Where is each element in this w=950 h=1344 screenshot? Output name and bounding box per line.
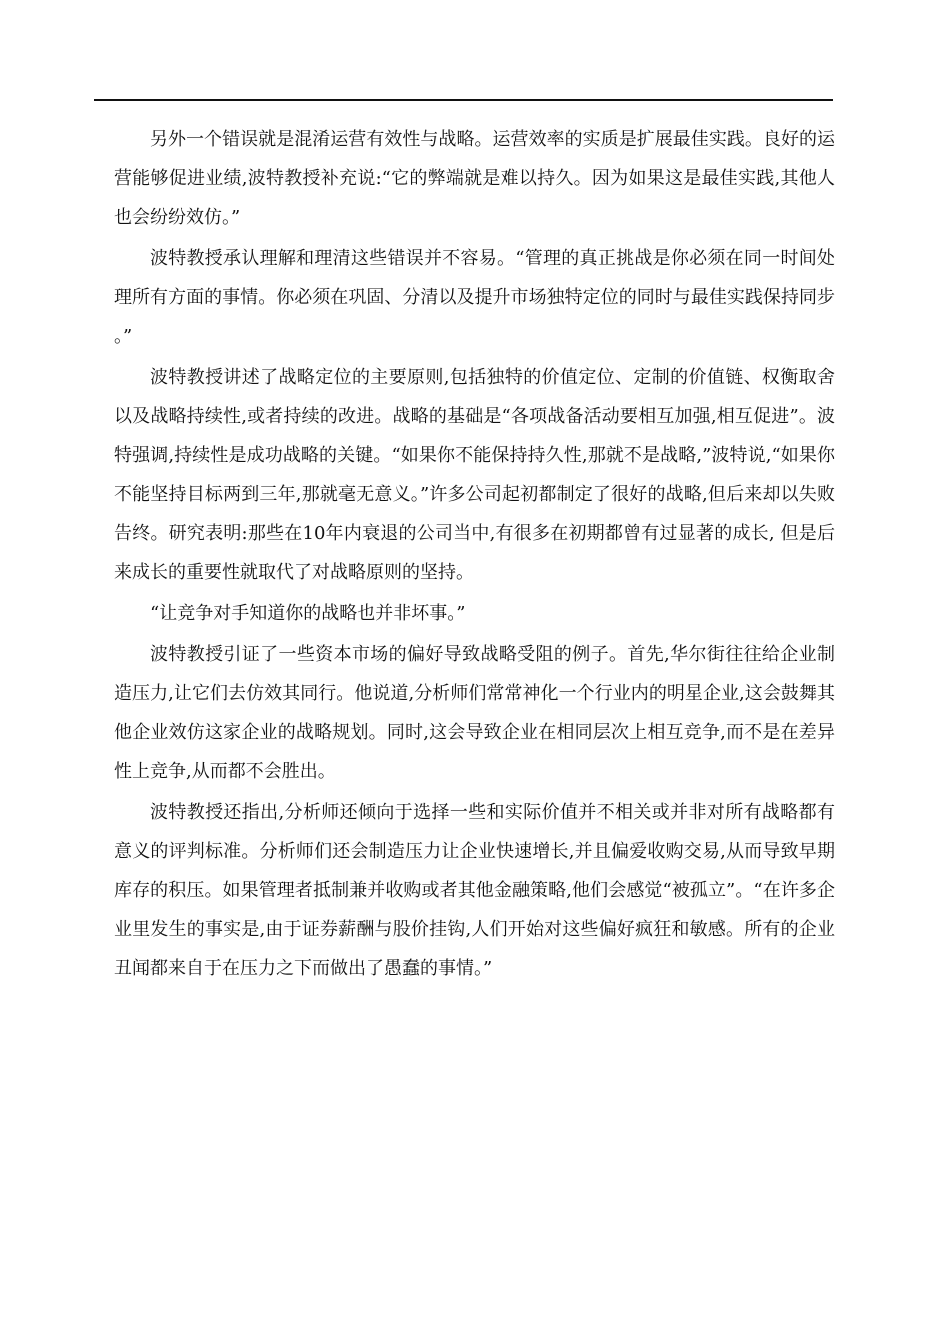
paragraph-capital-markets: 波特教授引证了一些资本市场的偏好导致战略受阻的例子。首先,华尔街往往给企业制造压力,让它们去仿效其同行。他说道,分析师们常常神化一个行业内的明星企业,这会鼓舞其他企业效仿这家企业的战略规划。同时,这会导致企业在相同层次上相互竞争,而不是在差异性上竞争,从而都不会胜出。 [114, 644, 835, 782]
paragraph-competitor-quote: “让竞争对手知道你的战略也并非坏事。” [150, 603, 466, 624]
paragraph-operational-effectiveness: 另外一个错误就是混淆运营有效性与战略。运营效率的实质是扩展最佳实践。良好的运营能够促进业绩,波特教授补充说:“它的弊端就是难以持久。因为如果这是最佳实践,其他人也会纷纷效仿。” [114, 129, 835, 228]
header-rule [94, 99, 833, 101]
document-body [114, 120, 835, 988]
paragraph-analyst-criteria: 波特教授还指出,分析师还倾向于选择一些和实际价值并不相关或并非对所有战略都有意义的评判标准。分析师们还会制造压力让企业快速增长,并且偏爱收购交易,从而导致早期库存的积压。如果管理者抵制兼并收购或者其他金融策略,他们会感觉“被孤立”。“在许多企业里发生的事实是,由于证券薪酬与股价挂钩,人们开始对这些偏好疯狂和敏感。所有的企业丑闻都来自于在压力之下而做出了愚蠢的事情。” [114, 802, 835, 979]
paragraph-management-challenge: 波特教授承认理解和理清这些错误并不容易。“管理的真正挑战是你必须在同一时间处理所有方面的事情。你必须在巩固、分清以及提升市场独特定位的同时与最佳实践保持同步。” [114, 248, 835, 347]
paragraph-strategic-positioning: 波特教授讲述了战略定位的主要原则,包括独特的价值定位、定制的价值链、权衡取舍以及战略持续性,或者持续的改进。战略的基础是“各项战备活动要相互加强,相互促进”。波特强调,持续性是成功战略的关键。“如果你不能保持持久性,那就不是战略,”波特说,“如果你不能坚持目标两到三年,那就毫无意义。”许多公司起初都制定了很好的战略,但后来却以失败告终。研究表明:那些在10年内衰退的公司当中,有很多在初期都曾有过显著的成长, 但是后来成长的重要性就取代了对战略原则的坚持。 [114, 367, 835, 583]
